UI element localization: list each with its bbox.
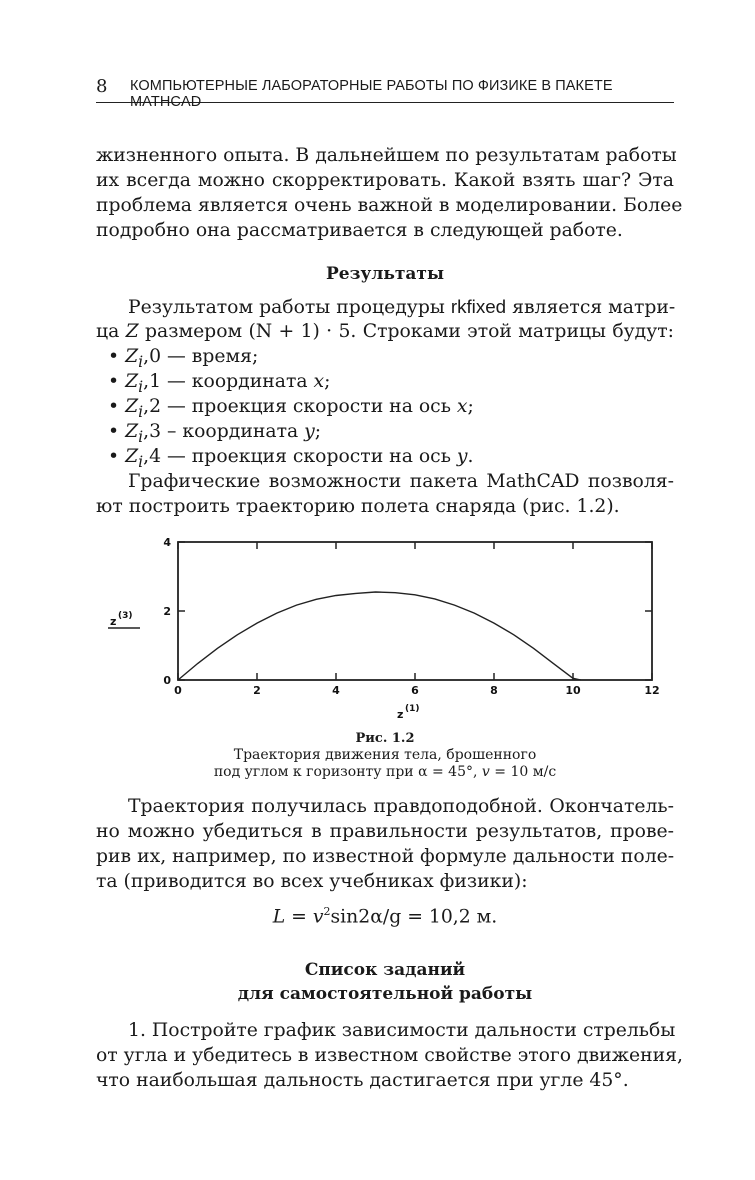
y-axis-superscript: (3) [118, 611, 133, 621]
x-tick-label: 8 [490, 684, 498, 697]
text-line: та (приводится во всех учебниках физики): [96, 871, 528, 892]
text-line: что наибольшая дальность дастигается при угле 45°. [96, 1070, 629, 1091]
running-title: КОМПЬЮТЕРНЫЕ ЛАБОРАТОРНЫЕ РАБОТЫ ПО ФИЗИКЕ В ПАКЕТЕ MATHCAD [130, 78, 613, 110]
x-tick-label: 6 [411, 684, 419, 697]
figure-caption: Траектория движения тела, брошенного [233, 747, 537, 763]
plot-frame [178, 542, 652, 680]
y-tick-label: 2 [163, 605, 171, 618]
x-tick-label: 12 [644, 684, 660, 697]
figure-caption: под углом к горизонту при α = 45°, v = 10 м/с [213, 764, 557, 780]
text-line: Результатом работы процедуры rkfixed является матри- [128, 296, 676, 318]
list-item: • $Z_i,1$ — координата x; [108, 371, 331, 396]
y-tick-label: 4 [163, 536, 171, 549]
x-tick-label: 0 [174, 684, 182, 697]
list-item: • $Z_i,3$ – координата y; [108, 421, 322, 446]
text-line: Траектория получилась правдоподобной. Окончатель- [128, 796, 674, 817]
section-title: для самостоятельной работы [237, 984, 533, 1004]
text-line: ют построить траекторию полета снаряда (рис. 1.2). [96, 496, 620, 517]
x-axis-superscript: (1) [405, 704, 420, 714]
text-line: рив их, например, по известной формуле дальности поле- [96, 846, 675, 867]
text-line: ца Z размером (N + 1) · 5. Строками этой матрицы будут: [96, 321, 675, 342]
text-line: Графические возможности пакета MathCAD позволя- [128, 471, 674, 492]
x-tick-label: 4 [332, 684, 340, 697]
list-item: • $Z_i,2$ — проекция скорости на ось x; [108, 396, 474, 421]
x-tick-label: 10 [565, 684, 581, 697]
list-item: • $Z_i,4$ — проекция скорости на ось y. [108, 446, 474, 471]
page-number: 8 [96, 76, 108, 97]
list-item: • $Z_i,0$ — время; [108, 346, 259, 371]
text-line: но можно убедиться в правильности результатов, прове- [96, 821, 674, 842]
formula: $L = v^2\sin 2\alpha/g = 10,2$ м. [272, 905, 498, 928]
trajectory-line [178, 592, 581, 680]
text-line: подробно она рассматривается в следующей работе. [96, 220, 623, 241]
text-line: проблема является очень важной в моделировании. Более [96, 195, 683, 216]
x-tick-label: 2 [253, 684, 261, 697]
text-line: их всегда можно скорректировать. Какой взять шаг? Эта [96, 170, 674, 191]
y-tick-label: 0 [163, 674, 171, 687]
x-axis-label: z [397, 708, 404, 721]
text-line: жизненного опыта. В дальнейшем по результатам работы [96, 145, 677, 166]
trajectory-chart [100, 530, 680, 730]
figure-label: Рис. 1.2 [355, 731, 415, 746]
text-line: 1. Постройте график зависимости дальности стрельбы [128, 1020, 676, 1041]
text-line: от угла и убедитесь в известном свойстве этого движения, [96, 1045, 683, 1066]
section-title: Список заданий [304, 960, 466, 980]
y-axis-label: z [110, 615, 117, 628]
section-title: Результаты [326, 264, 444, 284]
running-header [96, 72, 674, 110]
